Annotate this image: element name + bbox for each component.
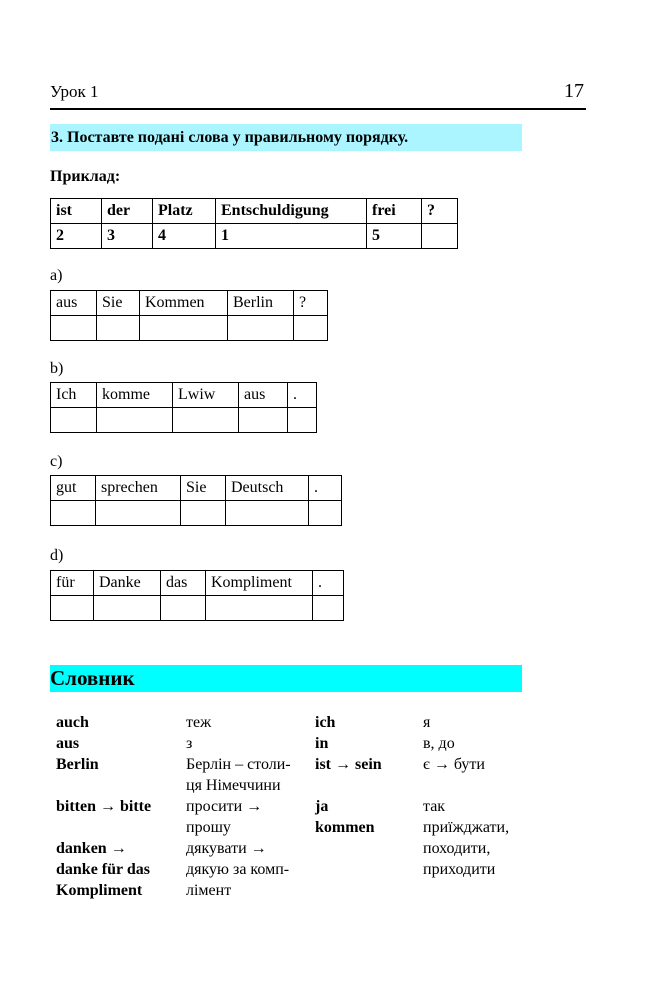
- exercise-word: Ich: [51, 383, 97, 408]
- example-order-row: [51, 224, 458, 249]
- exercise-word: Deutsch: [226, 476, 309, 501]
- example-word: frei: [367, 199, 422, 224]
- exercise-d-label: d): [50, 547, 64, 564]
- answer-cell[interactable]: [309, 501, 342, 526]
- answer-cell[interactable]: [51, 408, 97, 433]
- task-heading-band: [50, 124, 522, 151]
- vocab-translation: дякувати →: [186, 840, 267, 857]
- vocabulary-title: Словник: [50, 666, 135, 690]
- exercise-word: das: [161, 571, 206, 596]
- exercise-word: Sie: [181, 476, 226, 501]
- exercise-c-label: c): [50, 453, 63, 470]
- exercise-word: Kommen: [140, 291, 228, 316]
- exercise-word: Sie: [97, 291, 140, 316]
- exercise-a-table: [50, 290, 328, 341]
- example-order: 5: [367, 224, 422, 249]
- answer-cell[interactable]: [51, 501, 96, 526]
- example-order: 1: [216, 224, 367, 249]
- answer-cell[interactable]: [51, 596, 94, 621]
- page-header: [50, 80, 586, 110]
- vocab-term: danken →: [56, 840, 127, 857]
- vocab-translation: з: [186, 735, 193, 752]
- example-order: 3: [102, 224, 153, 249]
- vocab-term: ist → sein: [315, 756, 382, 773]
- vocab-term: kommen: [315, 819, 375, 836]
- vocab-term: bitten → bitte: [56, 798, 152, 815]
- example-word: Entschuldigung: [216, 199, 367, 224]
- vocab-term: Berlin: [56, 756, 99, 773]
- vocab-translation: приїжджати,: [423, 819, 510, 836]
- exercise-word: Berlin: [228, 291, 294, 316]
- vocab-translation: лімент: [186, 882, 232, 899]
- answer-cell[interactable]: [97, 408, 173, 433]
- exercise-word: .: [313, 571, 344, 596]
- example-word: ?: [422, 199, 458, 224]
- answer-cell[interactable]: [161, 596, 206, 621]
- answer-cell[interactable]: [294, 316, 328, 341]
- exercise-word: .: [309, 476, 342, 501]
- answer-cell[interactable]: [51, 316, 97, 341]
- answer-cell[interactable]: [288, 408, 317, 433]
- example-order: 2: [51, 224, 102, 249]
- exercise-c-table: [50, 475, 342, 526]
- example-table: [50, 198, 458, 249]
- answer-cell[interactable]: [226, 501, 309, 526]
- vocab-translation: є → бути: [423, 756, 485, 773]
- vocab-term: in: [315, 735, 329, 752]
- exercise-word: aus: [51, 291, 97, 316]
- vocab-translation: в, до: [423, 735, 455, 752]
- example-order: [422, 224, 458, 249]
- exercise-word: ?: [294, 291, 328, 316]
- vocab-translation: ця Німеччини: [186, 777, 281, 794]
- exercise-b-table: [50, 382, 317, 433]
- answer-cell[interactable]: [96, 501, 181, 526]
- answer-cell[interactable]: [239, 408, 288, 433]
- exercise-word: für: [51, 571, 94, 596]
- example-word: ist: [51, 199, 102, 224]
- exercise-word: sprechen: [96, 476, 181, 501]
- exercise-b-label: b): [50, 360, 64, 377]
- exercise-a-label: a): [50, 267, 63, 284]
- lesson-title: Урок 1: [50, 82, 99, 101]
- vocab-translation: прошу: [186, 819, 231, 836]
- task-heading: 3. Поставте подані слова у правильному порядку.: [51, 129, 409, 146]
- exercise-word: .: [288, 383, 317, 408]
- answer-cell[interactable]: [181, 501, 226, 526]
- exercise-word: komme: [97, 383, 173, 408]
- exercise-word: Lwiw: [173, 383, 239, 408]
- exercise-word: aus: [239, 383, 288, 408]
- answer-cell[interactable]: [94, 596, 161, 621]
- vocab-term: Kompliment: [56, 882, 143, 899]
- answer-cell[interactable]: [228, 316, 294, 341]
- vocab-translation: приходити: [423, 861, 496, 878]
- answer-cell[interactable]: [313, 596, 344, 621]
- vocab-term: danke für das: [56, 861, 150, 878]
- vocab-translation: Берлін – столи-: [186, 756, 291, 773]
- vocab-term: ich: [315, 714, 336, 731]
- example-word: der: [102, 199, 153, 224]
- vocab-translation: просити →: [186, 798, 263, 815]
- vocab-translation: дякую за комп-: [186, 861, 290, 878]
- example-word: Platz: [153, 199, 216, 224]
- answer-cell[interactable]: [97, 316, 140, 341]
- answer-cell[interactable]: [206, 596, 313, 621]
- answer-cell[interactable]: [140, 316, 228, 341]
- exercise-word: Kompliment: [206, 571, 313, 596]
- vocab-term: auch: [56, 714, 89, 731]
- vocab-term: aus: [56, 735, 80, 752]
- vocab-translation: так: [423, 798, 446, 815]
- example-label: Приклад:: [50, 168, 121, 185]
- example-order: 4: [153, 224, 216, 249]
- exercise-word: Danke: [94, 571, 161, 596]
- vocab-term: ja: [315, 798, 329, 815]
- vocabulary-band: [50, 665, 522, 692]
- vocab-translation: я: [423, 714, 431, 731]
- page-number: 17: [564, 80, 584, 102]
- vocab-translation: походити,: [423, 840, 491, 857]
- exercise-word: gut: [51, 476, 96, 501]
- vocab-translation: теж: [186, 714, 212, 731]
- example-words-row: [51, 199, 458, 224]
- answer-cell[interactable]: [173, 408, 239, 433]
- exercise-d-table: [50, 570, 344, 621]
